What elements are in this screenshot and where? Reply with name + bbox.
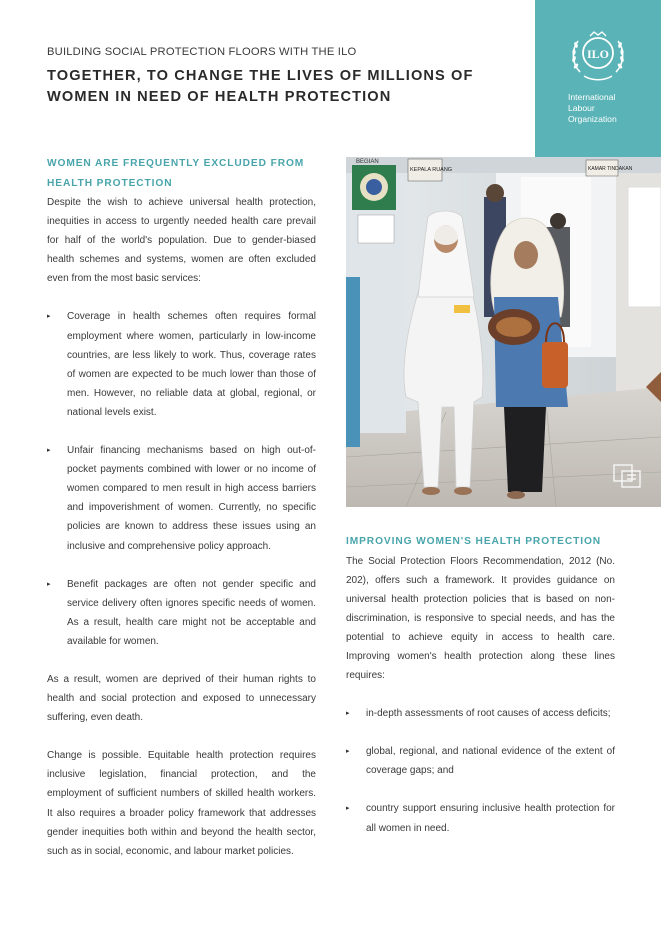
- bullet-text: Benefit packages are often not gender specific and service delivery often ignores specific needs of women. As a result, health care might not be acceptable and available for women.: [67, 578, 316, 647]
- bullet-text: global, regional, and national evidence of the extent of coverage gaps; and: [366, 746, 615, 777]
- bullet-text: country support ensuring inclusive health protection for all women in need.: [366, 803, 615, 834]
- page-title: TOGETHER, TO CHANGE THE LIVES OF MILLIONS OF WOMEN IN NEED OF HEALTH PROTECTION: [47, 68, 474, 105]
- section-heading-excluded: WOMEN ARE FREQUENTLY EXCLUDED FROM HEALTH PROTECTION: [47, 158, 305, 189]
- left-paragraph-change: Change is possible. Equitable health protection requires inclusive legislation, financial protection, and the employment of sufficient numbers of skilled health workers. It also requires a broader policy framework that addresses gender inequities both within and beyond the health sector, such as in social, economic, and labour market policies.: [47, 750, 316, 857]
- logo-line-3: Organization: [568, 114, 617, 124]
- bullet-arrow-icon: ▸: [346, 710, 350, 718]
- ilo-emblem-text: ILO: [586, 47, 610, 61]
- right-intro-paragraph: The Social Protection Floors Recommendation, 2012 (No. 202), offers such a framework. It provides guidance on universal health protection policies that is based on non-discrimination, is responsive to special needs, and has the potential to achieve equity in access to health care. Improving women's health protection along these lines requires:: [346, 555, 615, 682]
- bullet-text: Unfair financing mechanisms based on high out-of-pocket payments combined with lower or no income of women compared to men result in high access barriers and impoverishment of women. Currently, no specific policies are known to address these issues using an inclusive and comprehensive policy approach.: [67, 445, 316, 552]
- logo-line-2: Labour: [568, 103, 595, 113]
- ilo-logo-box: [535, 0, 661, 157]
- list-item: [346, 704, 615, 723]
- section-heading-improving: IMPROVING WOMEN'S HEALTH PROTECTION: [346, 536, 602, 547]
- photo-sign-right: KAMAR TINDAKAN: [588, 166, 633, 172]
- list-item: [47, 307, 316, 422]
- logo-line-1: International: [568, 92, 616, 102]
- left-column: [47, 154, 316, 861]
- list-item: [346, 799, 615, 837]
- bullet-arrow-icon: ▸: [47, 580, 51, 588]
- photo-sign-top: BEGIAN: [356, 159, 379, 165]
- bullet-arrow-icon: ▸: [47, 447, 51, 455]
- left-paragraph-deprived: As a result, women are deprived of their human rights to health and social protection and exposed to unnecessary suffering, even death.: [47, 673, 316, 724]
- photo-sign-left: KEPALA RUANG: [410, 167, 453, 173]
- bullet-arrow-icon: ▸: [346, 748, 350, 756]
- left-bullet-list: [47, 307, 316, 651]
- list-item: [47, 441, 316, 556]
- bullet-text: in-depth assessments of root causes of access deficits;: [366, 708, 611, 720]
- bullet-arrow-icon: ▸: [346, 805, 350, 813]
- bullet-text: Coverage in health schemes often requires formal employment where women, particularly in low-income countries, are less likely to work. Thus, coverage rates of women are expected to be much lower than those of men. However, no reliable data at global, regional, or national levels exist.: [67, 311, 316, 418]
- bullet-arrow-icon: ▸: [47, 313, 51, 321]
- ilo-wordmark: [568, 92, 658, 125]
- left-intro-paragraph: Despite the wish to achieve universal health protection, inequities in access to urgently needed health care prevail for half of the world's population. Due to gender-biased health schemes and systems, women are often excluded even from the most basic services:: [47, 197, 316, 285]
- ilo-emblem-icon: [568, 28, 628, 84]
- right-bullet-list: [346, 704, 615, 837]
- kicker-text: BUILDING SOCIAL PROTECTION FLOORS WITH THE ILO: [47, 46, 357, 58]
- list-item: [47, 575, 316, 651]
- hospital-photo: [346, 157, 661, 507]
- list-item: [346, 742, 615, 780]
- right-column: [346, 532, 615, 838]
